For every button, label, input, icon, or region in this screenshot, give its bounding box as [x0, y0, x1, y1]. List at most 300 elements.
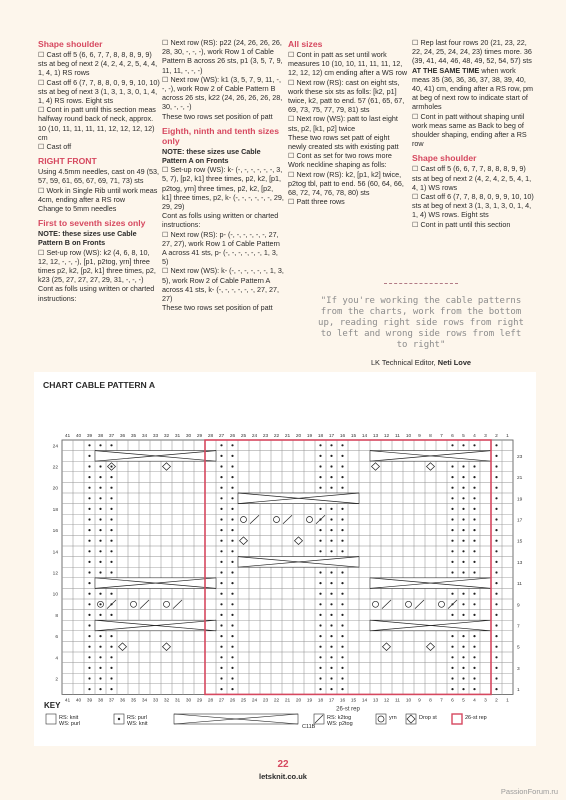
purl-dot: [473, 561, 475, 563]
note: NOTE: these sizes use Cable Pattern A on Fronts: [162, 146, 261, 166]
row-number-right: 7: [517, 624, 520, 630]
purl-dot: [341, 508, 343, 510]
purl-dot: [330, 582, 332, 584]
col-number-bottom: 32: [163, 698, 170, 704]
instruction: ☐ Next row (RS): cast on eight sts, work these six sts as folls: [k2, p1] twice, k2, patt to end. 57 (61, 65, 67, 69, 73, 75, 77, 79, 81) sts: [288, 77, 405, 115]
col-number-bottom: 1: [506, 698, 509, 704]
col-number-bottom: 22: [273, 698, 280, 704]
col-number-top: 11: [395, 434, 400, 439]
purl-dot: [220, 571, 222, 573]
instruction: ☐ Cast off 5 (6, 6, 7, 7, 8, 8, 8, 9, 9) sts at beg of next 2 (4, 2, 4, 2, 5, 4, 4, 1, 4, 1) RS rows: [38, 50, 158, 78]
purl-dot: [473, 508, 475, 510]
purl-dot: [99, 497, 101, 499]
purl-dot: [473, 614, 475, 616]
purl-dot: [495, 688, 497, 690]
col-number-top: 39: [86, 434, 93, 439]
purl-dot: [341, 656, 343, 658]
purl-dot: [495, 465, 497, 467]
purl-dot: [231, 646, 233, 648]
purl-dot: [99, 529, 101, 531]
purl-dot: [495, 677, 497, 679]
purl-dot: [495, 582, 497, 584]
col-number-top: 36: [119, 434, 126, 439]
purl-dot: [330, 646, 332, 648]
purl-dot: [220, 455, 222, 457]
col-number-top: 32: [163, 434, 170, 439]
col-number-bottom: 10: [405, 698, 412, 704]
purl-dot: [88, 667, 90, 669]
col-number-bottom: 14: [361, 698, 368, 704]
row-number-left: 2: [55, 677, 58, 683]
purl-dot: [330, 624, 332, 626]
purl-dot: [220, 646, 222, 648]
purl-dot: [495, 561, 497, 563]
purl-dot: [88, 497, 90, 499]
purl-dot: [473, 529, 475, 531]
purl-dot: [220, 582, 222, 584]
purl-dot: [88, 444, 90, 446]
purl-dot: [231, 603, 233, 605]
instruction: ☐ Patt three rows: [288, 197, 345, 207]
key-title: KEY: [44, 701, 61, 710]
purl-dot: [231, 518, 233, 520]
purl-dot: [473, 497, 475, 499]
instruction: ☐ Cont in patt until this section meas halfway round back of neck, approx. 10 (10, 11, 11, 11, 11, 12, 12, 12, 12) cm: [38, 105, 156, 142]
purl-dot: [220, 529, 222, 531]
row-number-left: 20: [52, 486, 58, 492]
purl-dot: [451, 656, 453, 658]
purl-dot: [220, 550, 222, 552]
chart-panel: [34, 372, 536, 746]
purl-dot: [462, 561, 464, 563]
purl-dot: [462, 614, 464, 616]
purl-dot: [231, 455, 233, 457]
quote-credit: LK Technical Editor, Neti Love: [370, 358, 472, 367]
purl-dot: [110, 667, 112, 669]
purl-dot: [462, 476, 464, 478]
purl-dot: [231, 624, 233, 626]
row-number-right: 15: [517, 539, 523, 545]
instruction: Cont as folls using written or charted instructions:: [38, 284, 155, 303]
purl-dot: [341, 677, 343, 679]
col-number-top: 41: [64, 434, 71, 439]
purl-dot: [451, 571, 453, 573]
col-number-bottom: 29: [196, 698, 203, 704]
purl-dot: [110, 518, 112, 520]
purl-dot: [88, 614, 90, 616]
instruction: ☐ Set-up row (WS): k2 (4, 6, 8, 10, 12, 12, -, -, -), [p1, p2tog, yrn] three times p2, k2, [p2, k1] three times, p2, k23 (25, 27, 27, 27, 29, 31, -, -, -): [38, 247, 156, 285]
col-number-top: 20: [295, 434, 302, 439]
purl-dot: [99, 487, 101, 489]
purl-dot: [495, 455, 497, 457]
purl-dot: [330, 571, 332, 573]
purl-dot: [220, 635, 222, 637]
purl-dot: [220, 465, 222, 467]
purl-dot: [330, 487, 332, 489]
purl-dot: [341, 518, 343, 520]
col-number-top: 28: [207, 434, 214, 439]
purl-dot: [341, 624, 343, 626]
col-number-bottom: 8: [429, 698, 432, 704]
col-number-bottom: 35: [130, 698, 137, 704]
row-number-right: 21: [517, 476, 523, 482]
purl-dot: [341, 688, 343, 690]
purl-dot: [110, 465, 112, 467]
purl-dot: [319, 529, 321, 531]
purl-dot: [231, 508, 233, 510]
pattern-columns: [38, 38, 534, 313]
col-number-bottom: 2: [495, 698, 498, 704]
purl-dot: [231, 571, 233, 573]
purl-dot: [319, 614, 321, 616]
row-number-left: 12: [52, 571, 58, 577]
purl-dot: [231, 497, 233, 499]
purl-dot: [88, 476, 90, 478]
key-symbol-box: [376, 714, 386, 724]
purl-dot: [99, 444, 101, 446]
col-number-bottom: 5: [462, 698, 465, 704]
purl-dot: [99, 508, 101, 510]
instruction: Cont as folls using written or charted instructions:: [162, 211, 279, 230]
purl-dot: [495, 476, 497, 478]
purl-dot: [99, 603, 101, 605]
purl-dot: [110, 571, 112, 573]
purl-dot: [462, 540, 464, 542]
purl-dot: [88, 571, 90, 573]
col-number-bottom: 3: [484, 698, 487, 704]
purl-dot: [341, 444, 343, 446]
purl-dot: [330, 550, 332, 552]
purl-dot: [473, 656, 475, 658]
purl-dot: [319, 603, 321, 605]
purl-dot: [495, 667, 497, 669]
key-label: C11B: [302, 724, 316, 730]
purl-dot: [473, 487, 475, 489]
instruction: ☐ Work in Single Rib until work meas 4cm, ending after a RS row: [38, 185, 158, 204]
purl-dot: [451, 561, 453, 563]
col-number-top: 23: [262, 434, 269, 439]
purl-dot: [110, 561, 112, 563]
purl-dot: [110, 550, 112, 552]
heading-shape-shoulder-2: Shape shoulder: [412, 153, 477, 164]
purl-dot: [495, 487, 497, 489]
heading-eighth-tenth: Eighth, ninth and tenth sizes only: [162, 125, 279, 146]
purl-dot: [319, 508, 321, 510]
instruction: These two rows set position of patt: [162, 111, 273, 121]
col-number-top: 16: [339, 434, 346, 439]
row-number-left: 22: [52, 465, 58, 471]
purl-dot: [110, 476, 112, 478]
instruction: ☐ Cont in patt without shaping until work meas same as Back to beg of shoulder shaping, ending after a RS row: [412, 111, 527, 149]
col-number-top: 5: [462, 434, 465, 439]
purl-dot: [99, 677, 101, 679]
purl-dot: [110, 614, 112, 616]
column-2: [162, 38, 284, 312]
purl-dot: [99, 614, 101, 616]
purl-dot: [88, 635, 90, 637]
col-number-top: 1: [506, 434, 509, 439]
row-number-left: 10: [52, 592, 58, 598]
instruction: ☐ Next row (WS): patt to last eight sts, p2, [k1, p2] twice: [288, 114, 398, 133]
purl-dot: [99, 593, 101, 595]
purl-dot: [451, 529, 453, 531]
purl-dot: [341, 635, 343, 637]
purl-dot: [110, 635, 112, 637]
purl-dot: [341, 603, 343, 605]
purl-dot: [330, 444, 332, 446]
purl-dot: [495, 497, 497, 499]
col-number-bottom: 33: [152, 698, 159, 704]
instruction: ☐ Cont in patt as set until work measures 10 (10, 10, 11, 11, 11, 12, 12, 12, 12) cm ending after a WS row: [288, 50, 408, 78]
purl-dot: [341, 593, 343, 595]
heading-right-front: RIGHT FRONT: [38, 156, 97, 167]
purl-dot: [451, 593, 453, 595]
col-number-bottom: 38: [97, 698, 104, 704]
col-number-top: 37: [108, 434, 115, 439]
purl-dot: [319, 476, 321, 478]
col-number-top: 7: [440, 434, 443, 439]
col-number-bottom: 4: [473, 698, 476, 704]
purl-dot: [99, 540, 101, 542]
key-symbol-box: [452, 714, 462, 724]
note: NOTE: these sizes use Cable Pattern B on Fronts: [38, 229, 137, 248]
purl-dot: [319, 487, 321, 489]
purl-dot: [231, 656, 233, 658]
purl-dot: [341, 667, 343, 669]
heading-all-sizes: All sizes: [288, 39, 323, 49]
row-number-right: 9: [517, 603, 520, 609]
row-number-left: 14: [52, 550, 58, 556]
purl-dot: [99, 667, 101, 669]
purl-dot: [99, 561, 101, 563]
purl-dot: [341, 571, 343, 573]
col-number-top: 6: [451, 434, 454, 439]
col-number-bottom: 41: [64, 698, 71, 704]
purl-dot: [220, 561, 222, 563]
purl-dot: [495, 529, 497, 531]
key-symbol-box: [46, 714, 56, 724]
purl-dot: [220, 667, 222, 669]
purl-dot: [99, 518, 101, 520]
purl-dot: [462, 550, 464, 552]
purl-dot: [220, 508, 222, 510]
purl-dot: [99, 646, 101, 648]
purl-dot: [341, 465, 343, 467]
purl-dot: [330, 593, 332, 595]
purl-dot: [88, 550, 90, 552]
purl-dot: [495, 593, 497, 595]
purl-dot: [231, 561, 233, 563]
col-number-top: 30: [185, 434, 192, 439]
purl-dot: [220, 677, 222, 679]
heading-first-seventh: First to seventh sizes only: [38, 218, 146, 229]
purl-dot: [462, 603, 464, 605]
col-number-bottom: 17: [328, 698, 335, 704]
col-number-bottom: 9: [418, 698, 421, 704]
purl-dot: [110, 508, 112, 510]
row-number-left: 16: [52, 529, 58, 535]
purl-dot: [473, 603, 475, 605]
instruction: ☐ Next row (WS): k1 (3, 5, 7, 9, 11, -, -, -), work Row 2 of Cable Pattern B across 26 sts, k22 (24, 26, 26, 26, 28, 30, -, -, -): [162, 74, 283, 112]
purl-dot: [451, 540, 453, 542]
purl-dot: [110, 444, 112, 446]
purl-dot: [462, 571, 464, 573]
purl-dot: [88, 593, 90, 595]
col-number-top: 13: [372, 434, 379, 439]
col-number-top: 15: [350, 434, 357, 439]
purl-dot: [330, 614, 332, 616]
row-number-left: 4: [55, 656, 58, 662]
purl-dot: [319, 465, 321, 467]
purl-dot: [330, 540, 332, 542]
purl-dot: [495, 571, 497, 573]
purl-dot: [451, 688, 453, 690]
purl-dot: [110, 593, 112, 595]
purl-dot: [495, 550, 497, 552]
purl-dot: [99, 688, 101, 690]
instruction: ☐ Cast off: [38, 142, 72, 152]
col-number-top: 10: [405, 434, 412, 439]
purl-dot: [330, 677, 332, 679]
purl-dot: [231, 614, 233, 616]
purl-dot: [231, 540, 233, 542]
key-symbol-dot: [118, 718, 120, 720]
row-number-right: 19: [517, 497, 523, 503]
purl-dot: [231, 582, 233, 584]
purl-dot: [110, 497, 112, 499]
purl-dot: [319, 444, 321, 446]
purl-dot: [319, 667, 321, 669]
purl-dot: [88, 624, 90, 626]
col-number-bottom: 21: [284, 698, 291, 704]
purl-dot: [330, 688, 332, 690]
purl-dot: [330, 656, 332, 658]
pull-quote: "If you're working the cable patterns from the charts, work from the bottom up, reading right side rows from right to left and wrong side rows from left to right": [318, 296, 524, 350]
col-number-bottom: 11: [395, 698, 400, 704]
purl-dot: [319, 571, 321, 573]
purl-dot: [110, 540, 112, 542]
purl-dot: [495, 624, 497, 626]
purl-dot: [88, 646, 90, 648]
purl-dot: [110, 529, 112, 531]
purl-dot: [451, 518, 453, 520]
row-number-left: 18: [52, 507, 58, 513]
key-label: RS: k2tog: [327, 715, 352, 721]
col-number-top: 27: [218, 434, 225, 439]
purl-dot: [462, 688, 464, 690]
col-number-bottom: 25: [240, 698, 247, 704]
purl-dot: [451, 487, 453, 489]
site-url[interactable]: letsknit.co.uk: [259, 772, 307, 781]
purl-dot: [231, 677, 233, 679]
purl-dot: [220, 593, 222, 595]
key-label: WS: knit: [127, 721, 148, 727]
purl-dot: [330, 465, 332, 467]
purl-dot: [231, 550, 233, 552]
purl-dot: [220, 476, 222, 478]
purl-dot: [473, 550, 475, 552]
col-number-bottom: 18: [317, 698, 324, 704]
purl-dot: [220, 518, 222, 520]
purl-dot: [341, 529, 343, 531]
col-number-top: 31: [174, 434, 181, 439]
col-number-bottom: 39: [86, 698, 93, 704]
key-label: 26-st rep: [465, 715, 487, 721]
col-number-top: 40: [75, 434, 82, 439]
col-number-top: 25: [240, 434, 247, 439]
col-number-top: 19: [306, 434, 313, 439]
purl-dot: [462, 508, 464, 510]
row-number-right: 23: [517, 454, 523, 460]
purl-dot: [473, 667, 475, 669]
purl-dot: [341, 646, 343, 648]
key-symbol-box: [406, 714, 416, 724]
purl-dot: [451, 508, 453, 510]
instruction: ☐ Set-up row (WS): k- (-, -, -, -, -, -, 3, 5, 7), [p2, k1] three times, p2, k2, [p1, p2tog, yrn] three times, p2, k2, [p2, k1] three times, p2, k- (-, -, -, -, -, -, 29, 29, 29): [162, 165, 284, 212]
purl-dot: [99, 635, 101, 637]
purl-dot: [220, 444, 222, 446]
purl-dot: [319, 646, 321, 648]
purl-dot: [88, 455, 90, 457]
col-number-top: 24: [251, 434, 258, 439]
purl-dot: [330, 667, 332, 669]
col-number-top: 18: [317, 434, 324, 439]
purl-dot: [462, 529, 464, 531]
col-number-bottom: 7: [440, 698, 443, 704]
purl-dot: [231, 476, 233, 478]
purl-dot: [451, 497, 453, 499]
purl-dot: [330, 603, 332, 605]
purl-dot: [462, 487, 464, 489]
instruction: ☐ Cast off 6 (7, 7, 8, 8, 0, 9, 9, 10, 10) sts at beg of next 3 (1, 3, 1, 3, 0, 1, 4, 1, 4) RS rows. Eight sts: [38, 77, 160, 106]
purl-dot: [88, 656, 90, 658]
purl-dot: [473, 677, 475, 679]
col-number-bottom: 6: [451, 698, 454, 704]
purl-dot: [473, 646, 475, 648]
purl-dot: [495, 646, 497, 648]
purl-dot: [110, 688, 112, 690]
col-number-bottom: 13: [372, 698, 379, 704]
purl-dot: [88, 518, 90, 520]
instruction: These two rows set position of patt: [162, 303, 273, 313]
cable-chart: [34, 372, 536, 746]
purl-dot: [220, 614, 222, 616]
purl-dot: [473, 593, 475, 595]
col-number-top: 29: [196, 434, 203, 439]
purl-dot: [462, 667, 464, 669]
col-number-bottom: 27: [218, 698, 225, 704]
key-label: RS: purl: [127, 715, 147, 721]
purl-dot: [319, 550, 321, 552]
purl-dot: [319, 635, 321, 637]
heading-shape-shoulder: Shape shoulder: [38, 39, 103, 49]
purl-dot: [231, 688, 233, 690]
instruction: ☐ Next row (RS): k2, [p1, k2] twice, p2tog tbl, patt to end. 56 (60, 64, 66, 68, 72, 74, 76, 78, 80) sts: [288, 169, 404, 198]
purl-dot: [220, 656, 222, 658]
col-number-top: 8: [429, 434, 432, 439]
purl-dot: [473, 476, 475, 478]
purl-dot: [473, 518, 475, 520]
col-number-bottom: 31: [174, 698, 181, 704]
purl-dot: [462, 444, 464, 446]
purl-dot: [319, 582, 321, 584]
purl-dot: [220, 540, 222, 542]
col-number-top: 2: [495, 434, 498, 439]
purl-dot: [231, 444, 233, 446]
purl-dot: [99, 550, 101, 552]
key-label: Drop st: [419, 715, 437, 721]
purl-dot: [231, 635, 233, 637]
